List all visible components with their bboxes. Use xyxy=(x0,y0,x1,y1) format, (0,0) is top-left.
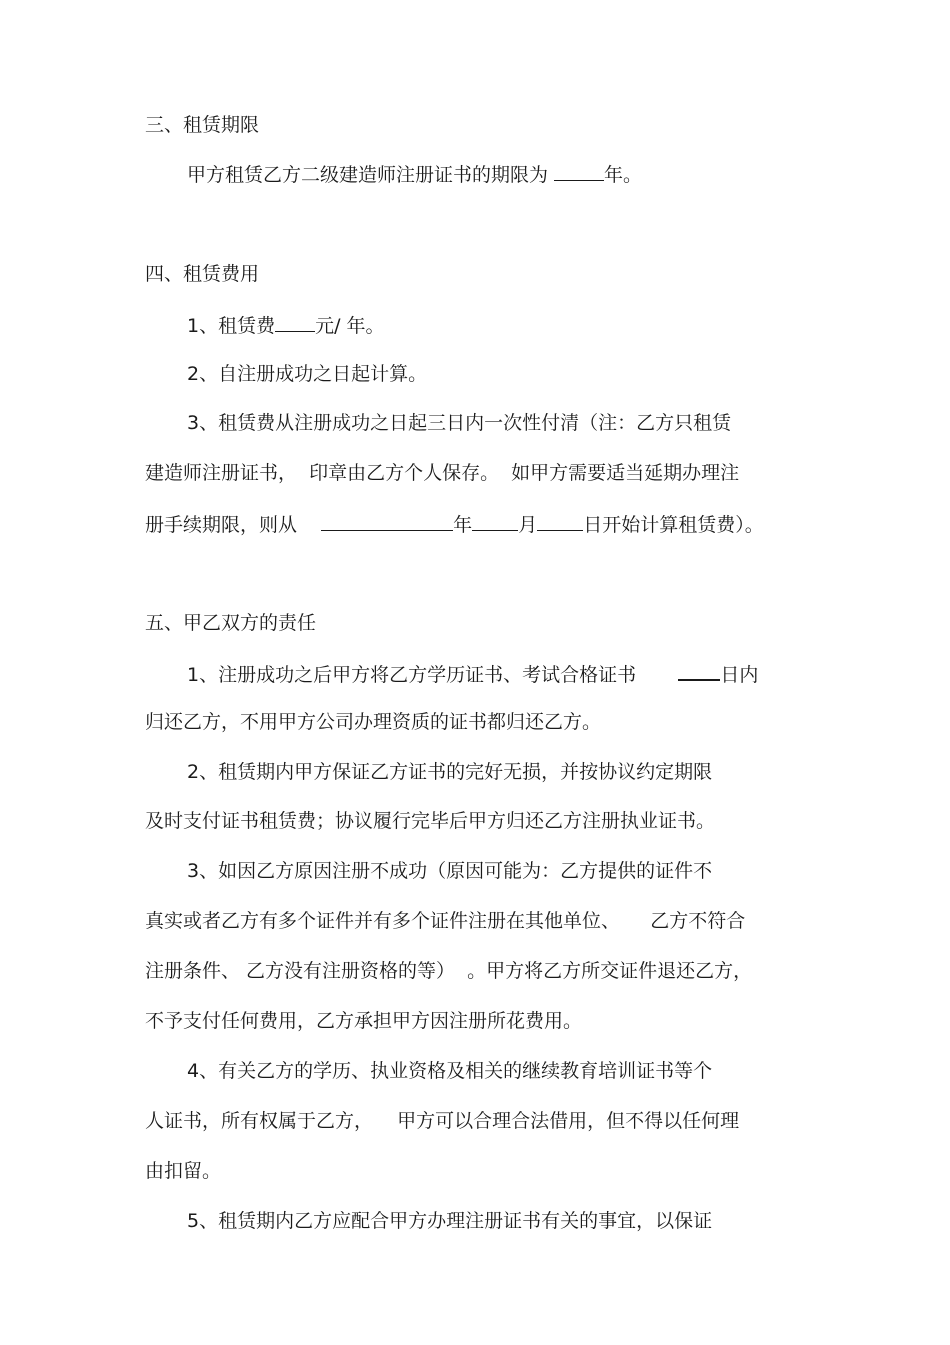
text: 册手续期限，则从 xyxy=(145,514,322,536)
text: 年 xyxy=(453,514,473,536)
resp-item-3-line-1: 3、如因乙方原因注册不成功（原因可能为：乙方提供的证件不 xyxy=(187,860,713,882)
resp-item-4-line-1: 4、有关乙方的学历、执业资格及相关的继续教育培训证书等个 xyxy=(187,1060,713,1082)
section-heading-responsibilities: 五、甲乙双方的责任 xyxy=(145,612,317,634)
text: 日内 xyxy=(720,664,759,686)
fee-item-2: 2、自注册成功之日起计算。 xyxy=(187,363,428,385)
resp-item-1-line-2: 归还乙方，不用甲方公司办理资质的证书都归还乙方。 xyxy=(145,711,602,733)
blank-fee-amount xyxy=(275,313,315,332)
blank-days xyxy=(678,661,720,681)
resp-item-1-line-1 xyxy=(187,661,758,686)
text: 月 xyxy=(518,514,538,536)
resp-item-2-line-1: 2、租赁期内甲方保证乙方证书的完好无损，并按协议约定期限 xyxy=(187,761,713,783)
fee-item-3-line-3 xyxy=(145,512,764,536)
paragraph-lease-term xyxy=(187,162,642,186)
resp-item-4-line-3: 由扣留。 xyxy=(145,1160,222,1182)
blank-day xyxy=(537,512,583,531)
text: 日开始计算租赁费）。 xyxy=(583,514,764,536)
blank-years xyxy=(554,162,604,181)
resp-item-5-line-1: 5、租赁期内乙方应配合甲方办理注册证书有关的事宜，以保证 xyxy=(187,1210,713,1232)
fee-item-3-line-2: 建造师注册证书， 印章由乙方个人保存。 如甲方需要适当延期办理注 xyxy=(145,462,740,484)
resp-item-3-line-4: 不予支付任何费用，乙方承担甲方因注册所花费用。 xyxy=(145,1010,583,1032)
text: 甲方租赁乙方二级建造师注册证书的期限为 xyxy=(187,164,555,186)
section-heading-lease-term: 三、租赁期限 xyxy=(145,114,260,136)
blank-month xyxy=(472,512,518,531)
text: 元/ 年。 xyxy=(315,315,385,337)
text: 年。 xyxy=(604,164,643,186)
blank-year xyxy=(321,512,453,531)
text: 1、注册成功之后甲方将乙方学历证书、考试合格证书 xyxy=(187,664,679,686)
resp-item-3-line-3: 注册条件、 乙方没有注册资格的等） 。甲方将乙方所交证件退还乙方， xyxy=(145,960,753,982)
text: 1、租赁费 xyxy=(187,315,276,337)
fee-item-1 xyxy=(187,313,385,337)
section-heading-lease-fee: 四、租赁费用 xyxy=(145,263,260,285)
fee-item-3-line-1: 3、租赁费从注册成功之日起三日内一次性付清（注：乙方只租赁 xyxy=(187,412,732,434)
resp-item-2-line-2: 及时支付证书租赁费；协议履行完毕后甲方归还乙方注册执业证书。 xyxy=(145,810,716,832)
resp-item-4-line-2: 人证书，所有权属于乙方， 甲方可以合理合法借用，但不得以任何理 xyxy=(145,1110,740,1132)
resp-item-3-line-2: 真实或者乙方有多个证件并有多个证件注册在其他单位、 乙方不符合 xyxy=(145,910,746,932)
